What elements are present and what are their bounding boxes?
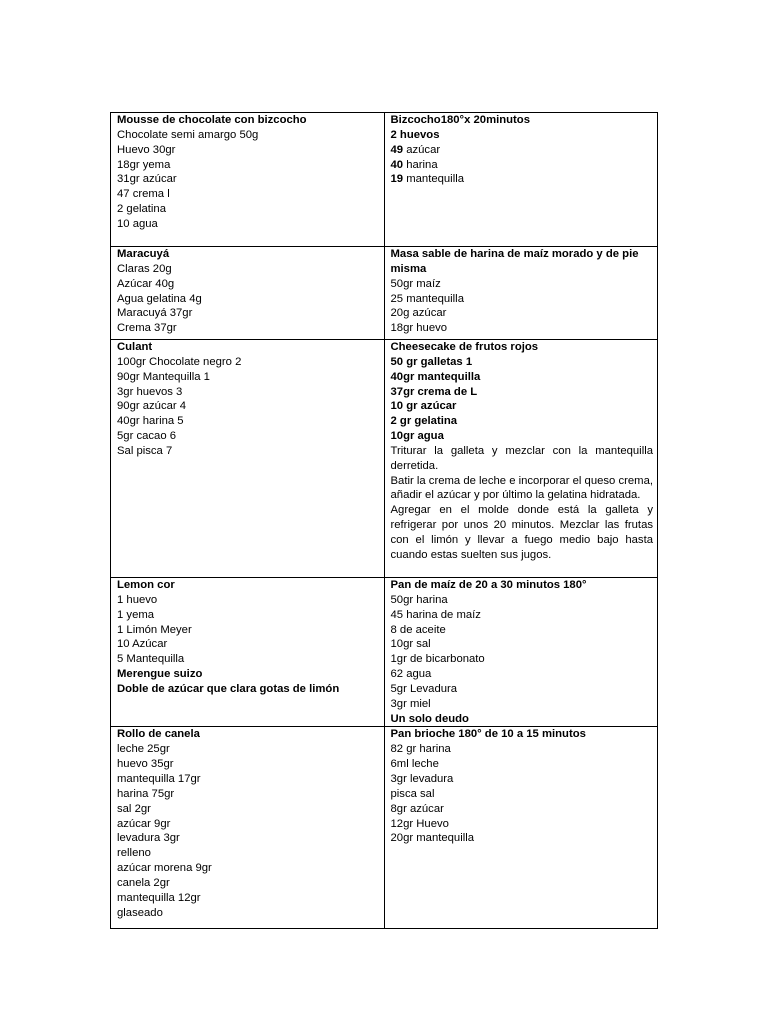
ingredient-name: harina xyxy=(403,158,438,171)
recipe-title: Mousse de chocolate con bizcocho xyxy=(117,114,307,126)
recipe-cell-maracuya xyxy=(111,247,385,340)
ingredient-quantity: 19 xyxy=(390,173,404,186)
ingredient-line: 8gr azúcar xyxy=(390,802,444,815)
ingredient-line: 3gr miel xyxy=(390,697,431,710)
recipe-title: Culant xyxy=(117,341,153,353)
recipe-footer: Un solo deudo xyxy=(390,712,469,725)
ingredient-quantity: 40 xyxy=(390,158,404,171)
ingredient-line: 6ml leche xyxy=(390,758,439,771)
ingredient-line: Claras 20g xyxy=(117,262,172,275)
recipe-title: Pan de maíz de 20 a 30 minutos 180° xyxy=(390,579,587,591)
table-row xyxy=(111,578,658,727)
ingredient-line: 100gr Chocolate negro 2 xyxy=(117,355,242,368)
ingredient-line: 20g azúcar xyxy=(390,307,447,320)
instruction-paragraph: Agregar en el molde donde está la galleta y refrigerar por unos 20 minutos. Mezclar las frutas con el limón y llevar a fuego medio bajo hasta cuando estas suelten sus jugos. xyxy=(390,504,653,561)
ingredient-line xyxy=(391,143,654,158)
ingredient-line: Maracuyá 37gr xyxy=(117,307,193,320)
ingredient-line: 10 agua xyxy=(117,217,158,230)
ingredient-line: 25 mantequilla xyxy=(390,292,464,305)
recipe-cell-cheesecake xyxy=(384,340,658,578)
ingredient-quantity: 49 xyxy=(390,143,404,156)
recipe-cell-pan-brioche xyxy=(384,727,658,929)
ingredient-line: 50 gr galletas 1 xyxy=(390,355,473,368)
ingredient-line: Chocolate semi amargo 50g xyxy=(117,128,259,141)
ingredient-line: 5gr cacao 6 xyxy=(117,430,177,443)
ingredient-line: azúcar morena 9gr xyxy=(117,862,212,875)
table-row xyxy=(111,727,658,929)
ingredient-line: 47 crema l xyxy=(117,188,170,201)
ingredient-line: 40gr mantequilla xyxy=(390,370,481,383)
recipe-title: Cheesecake de frutos rojos xyxy=(390,341,539,353)
recipe-cell-culant xyxy=(111,340,385,578)
ingredient-line: 50gr maíz xyxy=(390,277,441,290)
ingredient-line: leche 25gr xyxy=(117,743,170,756)
ingredient-name: mantequilla xyxy=(403,173,464,186)
ingredient-line: 18gr huevo xyxy=(390,322,448,335)
recipe-cell-pan-maiz xyxy=(384,578,658,727)
instruction-paragraph: Triturar la galleta y mezclar con la mantequilla derretida. xyxy=(390,444,653,472)
ingredient-line xyxy=(391,158,654,173)
ingredient-line: 45 harina de maíz xyxy=(390,608,481,621)
ingredient-name: azúcar xyxy=(403,143,441,156)
ingredient-line: 5 Mantequilla xyxy=(117,653,185,666)
ingredient-line: 1gr de bicarbonato xyxy=(390,653,485,666)
ingredient-line: 37gr crema de L xyxy=(390,385,478,398)
ingredient-line: 10 Azúcar xyxy=(117,638,168,651)
ingredient-line: Sal pisca 7 xyxy=(117,444,173,457)
ingredient-line: harina 75gr xyxy=(117,787,175,800)
recipe-title: Masa sable de harina de maíz morado y de pie xyxy=(390,248,639,260)
ingredient-line: levadura 3gr xyxy=(117,832,180,845)
recipe-title: Pan brioche 180° de 10 a 15 minutos xyxy=(390,728,586,741)
ingredient-line: 90gr Mantequilla 1 xyxy=(117,370,210,383)
ingredient-line: mantequilla 17gr xyxy=(117,772,201,785)
recipe-cell-bizcocho xyxy=(384,113,658,247)
sub-recipe-note: Doble de azúcar que clara gotas de limón xyxy=(117,682,340,695)
ingredient-line: 12gr Huevo xyxy=(390,817,449,830)
recipe-cell-masa-sable xyxy=(384,247,658,340)
ingredient-line: 20gr mantequilla xyxy=(390,832,475,845)
recipe-title: Rollo de canela xyxy=(117,728,200,741)
ingredient-line: 1 yema xyxy=(117,608,155,621)
ingredient-line: Crema 37gr xyxy=(117,322,177,335)
recipe-cell-rollo xyxy=(111,727,385,929)
ingredient-line: mantequilla 12gr xyxy=(117,891,201,904)
ingredient-line: pisca sal xyxy=(390,787,435,800)
ingredient-line: 5gr Levadura xyxy=(390,682,458,695)
ingredient-line: glaseado xyxy=(117,906,163,919)
ingredient-line: huevo 35gr xyxy=(117,758,174,771)
ingredient-line: 62 agua xyxy=(390,668,432,681)
ingredient-line: 10gr sal xyxy=(390,638,431,651)
ingredient-line: Agua gelatina 4g xyxy=(117,292,202,305)
ingredient-line: Azúcar 40g xyxy=(117,277,175,290)
table-row xyxy=(111,340,658,578)
table-row xyxy=(111,247,658,340)
ingredient-line: 1 Limón Meyer xyxy=(117,623,192,636)
ingredient-line: 3gr huevos 3 xyxy=(117,385,183,398)
ingredient-line: 10 gr azúcar xyxy=(390,400,457,413)
recipe-title: Lemon cor xyxy=(117,579,175,591)
ingredient-line: relleno xyxy=(117,847,151,860)
recipe-cell-mousse xyxy=(111,113,385,247)
ingredient-line: sal 2gr xyxy=(117,802,151,815)
ingredient-line xyxy=(391,128,654,143)
ingredient-line: azúcar 9gr xyxy=(117,817,171,830)
ingredient-line: 3gr levadura xyxy=(390,772,454,785)
recipe-cell-lemon xyxy=(111,578,385,727)
sub-recipe-title: Merengue suizo xyxy=(117,668,203,681)
ingredient-line: 10gr agua xyxy=(390,430,444,443)
instruction-paragraph: Batir la crema de leche e incorporar el queso crema, añadir el azúcar y por último la gelatina hidratada. xyxy=(390,474,653,502)
ingredient-line: Huevo 30gr xyxy=(117,143,176,156)
ingredient-line: 18gr yema xyxy=(117,158,171,171)
recipe-title-continued: misma xyxy=(390,262,427,275)
ingredient-line: 50gr harina xyxy=(390,593,448,606)
ingredient-line: 82 gr harina xyxy=(390,743,451,756)
recipe-title: Bizcocho180°x 20minutos xyxy=(390,114,530,126)
ingredient-line: 40gr harina 5 xyxy=(117,415,184,428)
ingredient-line: 2 gelatina xyxy=(117,203,166,216)
ingredient-line: 8 de aceite xyxy=(390,623,446,636)
ingredient-quantity: 2 huevos xyxy=(390,128,440,141)
table-row xyxy=(111,113,658,247)
ingredient-line: 1 huevo xyxy=(117,593,158,606)
ingredient-line xyxy=(391,172,654,187)
ingredient-line: 31gr azúcar xyxy=(117,173,177,186)
ingredient-line: 2 gr gelatina xyxy=(390,415,458,428)
ingredient-line: 90gr azúcar 4 xyxy=(117,400,187,413)
ingredient-line: canela 2gr xyxy=(117,876,170,889)
recipe-title: Maracuyá xyxy=(117,248,170,260)
recipe-table xyxy=(110,112,658,929)
